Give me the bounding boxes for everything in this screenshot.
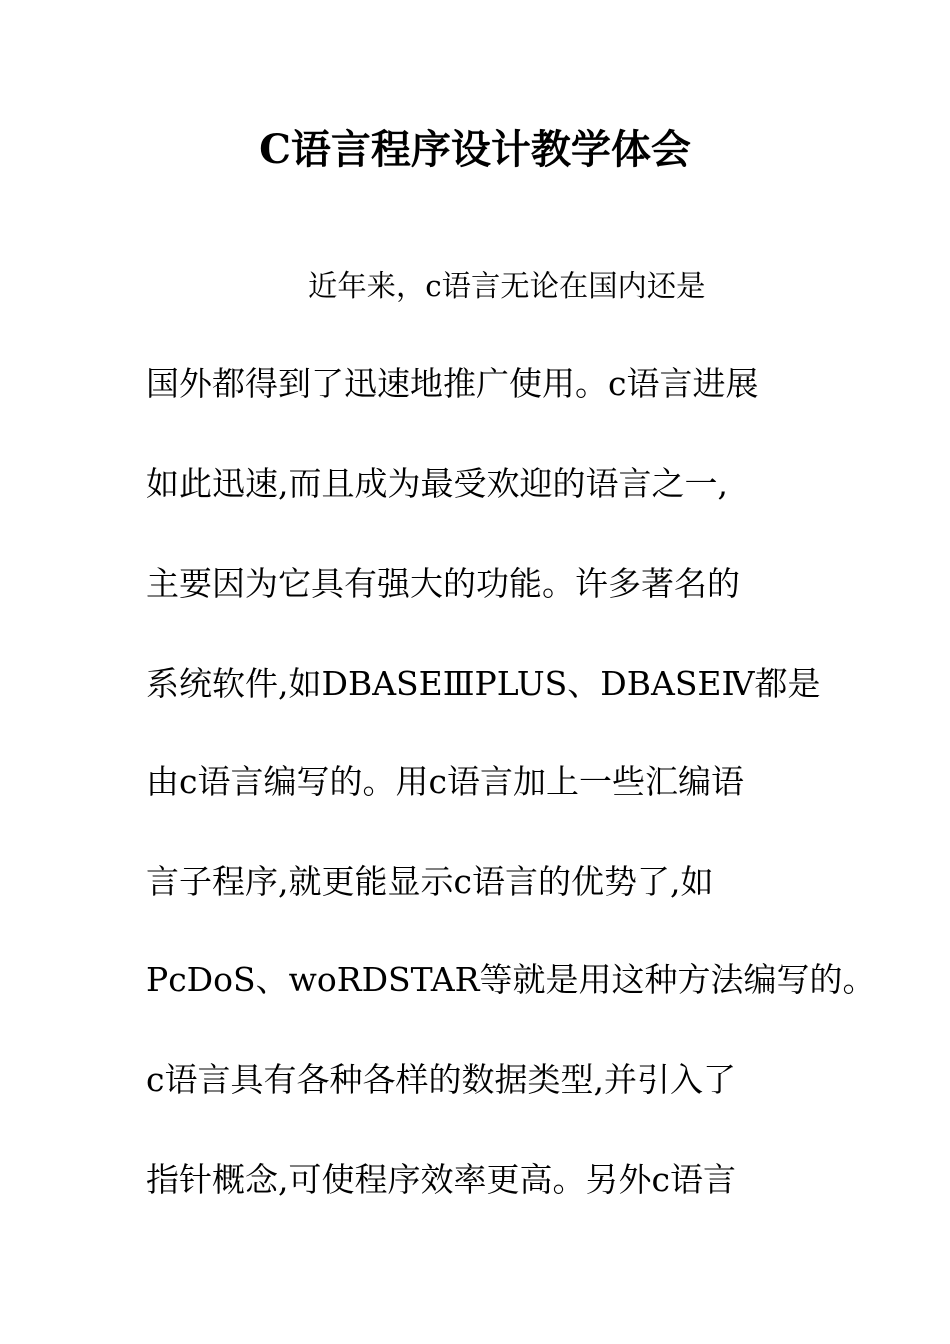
document-title: C语言程序设计教学体会 xyxy=(259,126,691,173)
body-line: c语言具有各种各样的数据类型,并引入了 xyxy=(146,1060,736,1099)
body-line: 由c语言编写的。用c语言加上一些汇编语 xyxy=(146,762,744,801)
body-line: 指针概念,可使程序效率更高。另外c语言 xyxy=(146,1160,736,1199)
body-line: 近年来，c语言无论在国内还是 xyxy=(308,269,706,303)
body-line: 主要因为它具有强大的功能。许多著名的 xyxy=(146,564,740,603)
body-line: 系统软件,如DBASEⅢPLUS、DBASEⅣ都是 xyxy=(146,664,821,703)
body-line: 如此迅速,而且成为最受欢迎的语言之一, xyxy=(146,464,728,503)
body-line: PcDoS、woRDSTAR等就是用这种方法编写的。 xyxy=(146,960,876,999)
body-line: 言子程序,就更能显示c语言的优势了,如 xyxy=(146,862,714,901)
body-line: 国外都得到了迅速地推广使用。c语言进展 xyxy=(146,364,759,403)
